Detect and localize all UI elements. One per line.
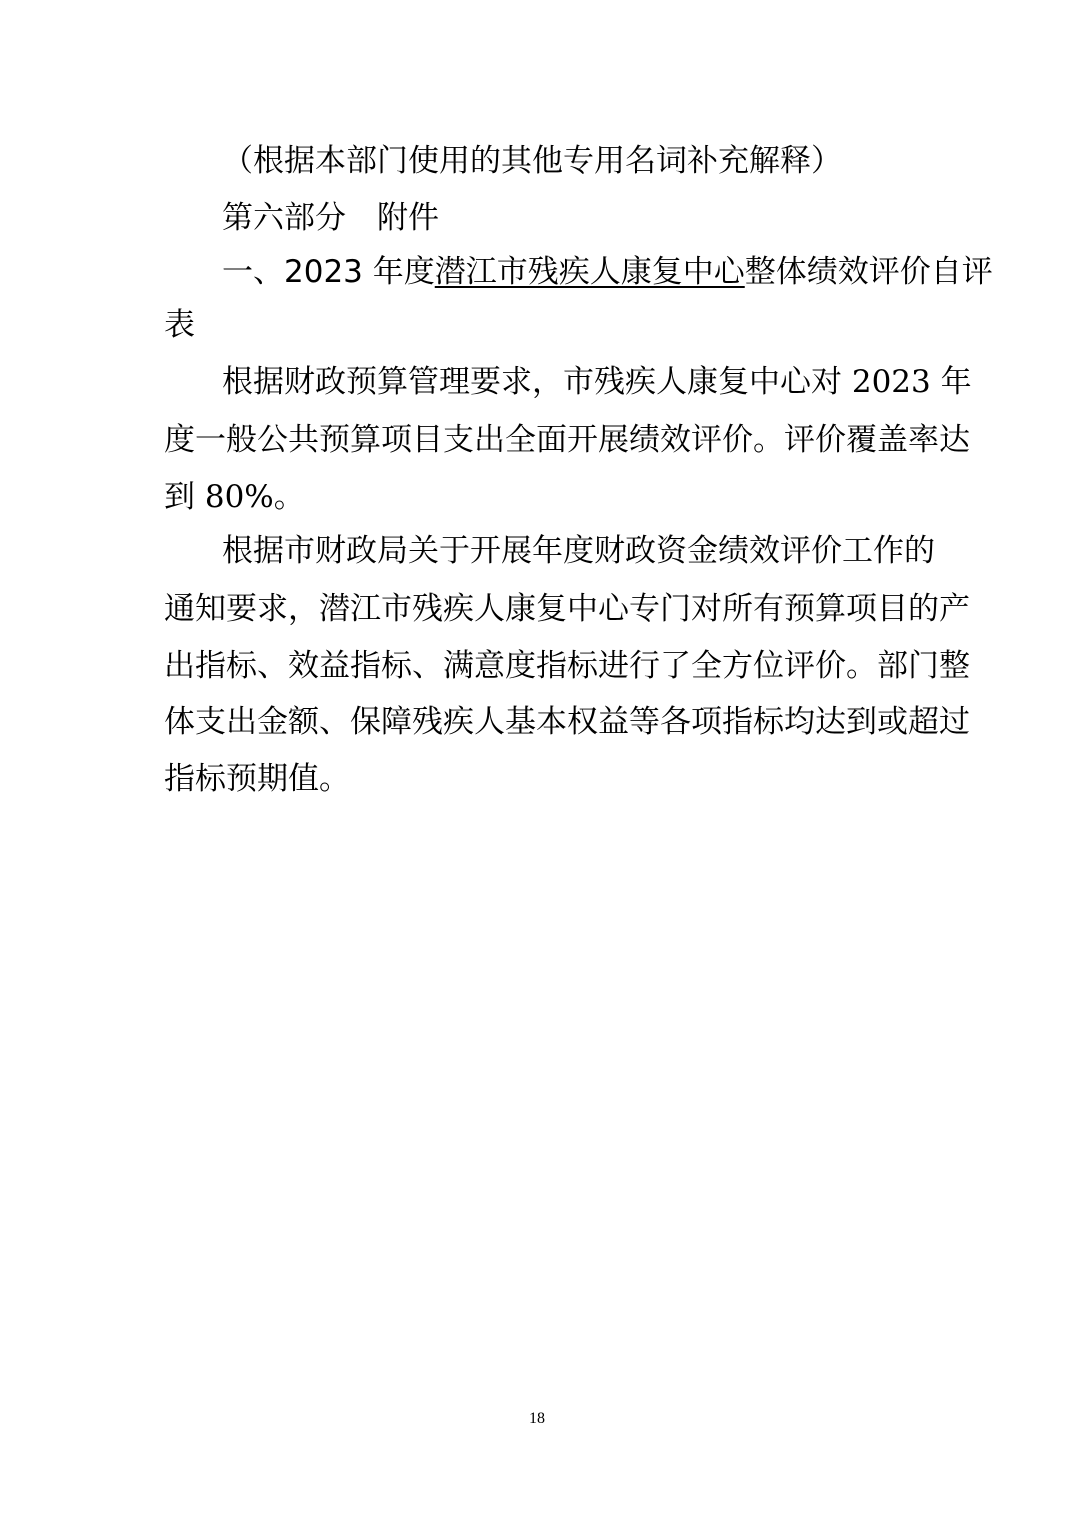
note-line: （根据本部门使用的其他专用名词补充解释） <box>222 143 842 179</box>
paragraph-1-line-3: 到 80%。 <box>164 479 305 515</box>
page-number: 18 <box>529 1410 545 1427</box>
attachment-heading-unit-name: 潜江市残疾人康复中心 <box>434 254 745 290</box>
paragraph-1-line-1: 根据财政预算管理要求，市残疾人康复中心对 2023 年 <box>222 364 972 400</box>
section-title: 第六部分 附件 <box>222 200 439 236</box>
paragraph-2-line-4: 体支出金额、保障残疾人基本权益等各项指标均达到或超过 <box>164 704 970 740</box>
paragraph-2-line-1: 根据市财政局关于开展年度财政资金绩效评价工作的 <box>222 533 935 569</box>
attachment-heading-continuation: 表 <box>164 307 195 343</box>
attachment-heading-suffix: 整体绩效评价自评 <box>744 254 993 290</box>
paragraph-2-line-2: 通知要求，潜江市残疾人康复中心专门对所有预算项目的产 <box>164 591 970 627</box>
attachment-heading-prefix: 一、2023 年度 <box>222 254 435 290</box>
paragraph-2-line-3: 出指标、效益指标、满意度指标进行了全方位评价。部门整 <box>164 648 970 684</box>
attachment-heading <box>222 252 993 292</box>
paragraph-1-line-2: 度一般公共预算项目支出全面开展绩效评价。评价覆盖率达 <box>164 422 970 458</box>
paragraph-2-line-5: 指标预期值。 <box>164 761 350 797</box>
